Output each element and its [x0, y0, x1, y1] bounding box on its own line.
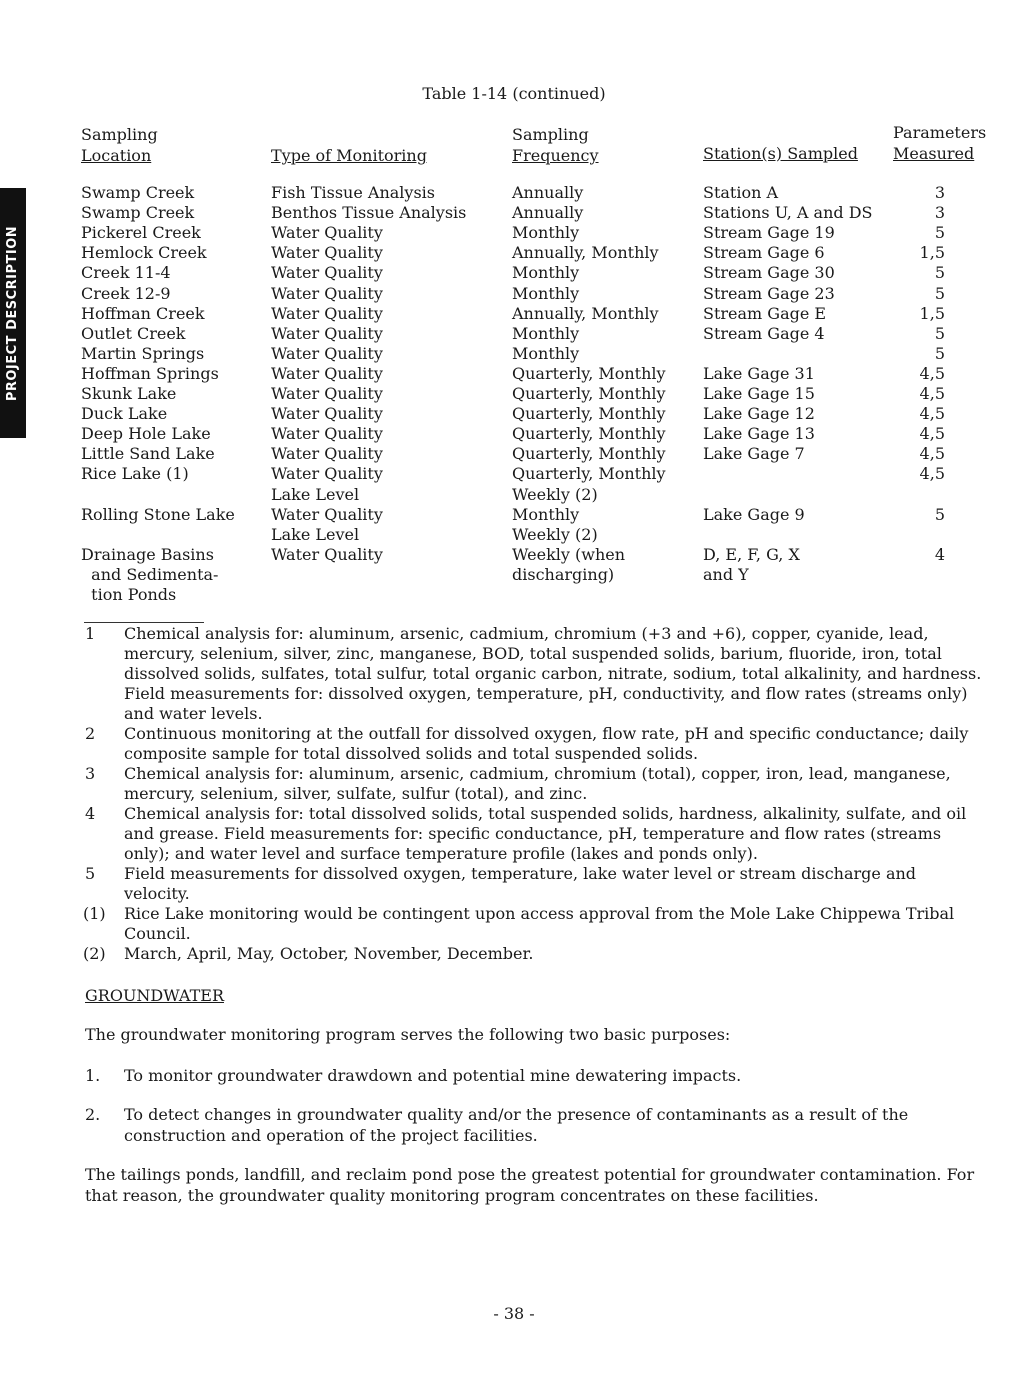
cell-monitoring: Lake Level [271, 484, 360, 504]
footnote-text: March, April, May, October, November, December. [124, 944, 534, 963]
table-title: Table 1-14 (continued) [422, 84, 606, 103]
cell-frequency: Quarterly, Monthly [512, 363, 666, 383]
cell-stations: Lake Gage 12 [703, 404, 815, 424]
cell-stations: Stream Gage 4 [703, 323, 825, 343]
side-tab-label: PROJECT DESCRIPTION [5, 225, 21, 401]
cell-monitoring: Water Quality [271, 283, 383, 303]
cell-params: 4,5 [919, 444, 945, 464]
cell-monitoring: Lake Level [271, 524, 360, 544]
cell-location: Martin Springs [81, 343, 205, 363]
cell-params: 3 [934, 183, 945, 202]
cell-frequency: Monthly [512, 343, 580, 363]
cell-params: 5 [934, 504, 945, 524]
cell-location: Skunk Lake [81, 384, 177, 403]
cell-stations: Stream Gage 19 [703, 223, 835, 243]
cell-frequency: Weekly (2) [512, 524, 598, 544]
cell-monitoring: Water Quality [271, 444, 383, 464]
page-number: - 38 - [493, 1304, 535, 1323]
cell-monitoring: Water Quality [271, 223, 383, 243]
cell-monitoring: Water Quality [271, 464, 383, 484]
cell-params: 5 [934, 283, 945, 303]
header-frequency: Sampling Frequency [512, 125, 599, 165]
cell-params: 5 [934, 323, 945, 343]
footnote-text: Chemical analysis for: total dissolved solids, total suspended solids, hardness, alkalinity, sulfate, and oil and grease. Field measurements for: specific conductance, pH, temperature and flow rates (streams only); and water level and surface temperature profile (lakes and ponds only). [124, 804, 967, 863]
cell-location: Rolling Stone Lake [81, 504, 235, 524]
groundwater-item-num: 1. [85, 1066, 101, 1085]
cell-frequency: Annually, Monthly [512, 303, 659, 323]
cell-location: Pickerel Creek [81, 223, 201, 243]
cell-location: Creek 12-9 [81, 283, 171, 303]
cell-monitoring: Water Quality [271, 343, 383, 363]
cell-monitoring: Benthos Tissue Analysis [271, 203, 467, 223]
cell-frequency: Quarterly, Monthly [512, 464, 666, 484]
cell-params: 4,5 [919, 464, 945, 484]
footnote-number: 1 [85, 624, 96, 643]
footnote-text: Rice Lake monitoring would be contingent upon access approval from the Mole Lake Chippewa Tribal Council. [124, 904, 955, 943]
cell-stations: and Y [703, 564, 749, 584]
cell-monitoring: Water Quality [271, 424, 383, 444]
cell-frequency: Annually [512, 203, 584, 223]
side-tab [0, 188, 26, 438]
cell-frequency: Weekly (2) [512, 484, 598, 504]
cell-stations: Station A [703, 183, 779, 202]
footnote-number: 4 [85, 804, 96, 823]
cell-frequency: Quarterly, Monthly [512, 404, 666, 424]
cell-location: and Sedimenta- [81, 564, 219, 584]
header-monitoring: Type of Monitoring [271, 146, 427, 165]
cell-frequency: Weekly (when [512, 544, 626, 564]
cell-location: Swamp Creek [81, 183, 195, 202]
cell-params: 5 [934, 223, 945, 243]
cell-monitoring: Water Quality [271, 303, 383, 323]
footnote-number: (2) [83, 944, 106, 963]
cell-frequency: Quarterly, Monthly [512, 384, 666, 403]
cell-params: 4,5 [919, 363, 945, 383]
groundwater-heading: GROUNDWATER [85, 986, 224, 1005]
cell-params: 4,5 [919, 424, 945, 444]
cell-monitoring: Fish Tissue Analysis [271, 183, 435, 202]
cell-frequency: Monthly [512, 223, 580, 243]
cell-location: Deep Hole Lake [81, 424, 211, 444]
cell-frequency: discharging) [512, 564, 615, 584]
cell-stations: Stream Gage 6 [703, 243, 825, 263]
cell-stations: D, E, F, G, X [703, 544, 800, 564]
footnote-text: Chemical analysis for: aluminum, arsenic, cadmium, chromium (+3 and +6), copper, cyanide, lead, mercury, selenium, silver, zinc, manganese, BOD, total suspended solids, barium, fluoride, iron, total dissolved solids, sulfates, total sulfur, total organic carbon, nitrate, sodium, total alkalinity, and hardness. Field measurements for: dissolved oxygen, temperature, pH, conductivity, and flow rates (streams only) and water levels. [124, 624, 982, 723]
cell-location: Hoffman Creek [81, 303, 205, 323]
footnote-number: (1) [83, 904, 106, 923]
header-location: Sampling Location [81, 125, 158, 165]
cell-location: Outlet Creek [81, 323, 186, 343]
footnote-number: 3 [85, 764, 96, 783]
cell-params: 4,5 [919, 404, 945, 424]
groundwater-item-text: To monitor groundwater drawdown and potential mine dewatering impacts. [124, 1066, 742, 1085]
cell-frequency: Monthly [512, 323, 580, 343]
footnote-text: Continuous monitoring at the outfall for dissolved oxygen, flow rate, pH and specific conductance; daily composite sample for total dissolved solids and total suspended solids. [124, 724, 969, 763]
footnote-number: 5 [85, 864, 96, 883]
footnote-rule [84, 622, 204, 623]
cell-location: Drainage Basins [81, 544, 214, 564]
cell-location: tion Ponds [81, 585, 177, 604]
cell-stations: Lake Gage 31 [703, 363, 815, 383]
footnote-text: Field measurements for dissolved oxygen, temperature, lake water level or stream discharge and velocity. [124, 864, 917, 903]
cell-params: 4,5 [919, 384, 945, 403]
cell-location: Duck Lake [81, 404, 168, 424]
cell-frequency: Monthly [512, 283, 580, 303]
groundwater-intro: The groundwater monitoring program serves the following two basic purposes: [85, 1025, 731, 1044]
cell-monitoring: Water Quality [271, 243, 383, 263]
header-stations: Station(s) Sampled [703, 144, 858, 163]
cell-frequency: Monthly [512, 263, 580, 283]
cell-stations: Lake Gage 13 [703, 424, 815, 444]
cell-monitoring: Water Quality [271, 323, 383, 343]
cell-monitoring: Water Quality [271, 363, 383, 383]
cell-location: Swamp Creek [81, 203, 195, 223]
cell-params: 1,5 [919, 303, 945, 323]
cell-monitoring: Water Quality [271, 263, 383, 283]
header-params: Parameters Measured [893, 123, 987, 163]
groundwater-item-text: To detect changes in groundwater quality and/or the presence of contaminants as a result of the construction and operation of the project facilities. [124, 1105, 909, 1145]
cell-monitoring: Water Quality [271, 404, 383, 424]
groundwater-closing: The tailings ponds, landfill, and reclaim pond pose the greatest potential for groundwater contamination. For that reason, the groundwater quality monitoring program concentrates on these facilities. [85, 1165, 975, 1205]
groundwater-item-num: 2. [85, 1105, 101, 1124]
cell-monitoring: Water Quality [271, 504, 383, 524]
cell-stations: Lake Gage 15 [703, 384, 815, 403]
footnote-text: Chemical analysis for: aluminum, arsenic, cadmium, chromium (total), copper, iron, lead, manganese, mercury, selenium, silver, sulfate, sulfur (total), and zinc. [124, 764, 951, 803]
cell-location: Hoffman Springs [81, 363, 219, 383]
cell-params: 5 [934, 343, 945, 363]
footnote-number: 2 [85, 724, 96, 743]
cell-monitoring: Water Quality [271, 384, 383, 403]
cell-location: Creek 11-4 [81, 263, 171, 283]
cell-frequency: Annually, Monthly [512, 243, 659, 263]
cell-params: 1,5 [919, 243, 945, 263]
cell-params: 3 [934, 203, 945, 223]
cell-params: 5 [934, 263, 945, 283]
cell-frequency: Quarterly, Monthly [512, 444, 666, 464]
cell-frequency: Quarterly, Monthly [512, 424, 666, 444]
cell-stations: Lake Gage 9 [703, 504, 805, 524]
cell-location: Little Sand Lake [81, 444, 215, 464]
cell-location: Rice Lake (1) [81, 464, 189, 484]
cell-stations: Lake Gage 7 [703, 444, 805, 464]
cell-stations: Stream Gage E [703, 303, 827, 323]
cell-location: Hemlock Creek [81, 243, 207, 263]
cell-stations: Stream Gage 30 [703, 263, 835, 283]
cell-params: 4 [934, 544, 945, 564]
cell-stations: Stations U, A and DS [703, 203, 873, 223]
cell-frequency: Monthly [512, 504, 580, 524]
cell-frequency: Annually [512, 183, 584, 202]
cell-stations: Stream Gage 23 [703, 283, 835, 303]
cell-monitoring: Water Quality [271, 544, 383, 564]
